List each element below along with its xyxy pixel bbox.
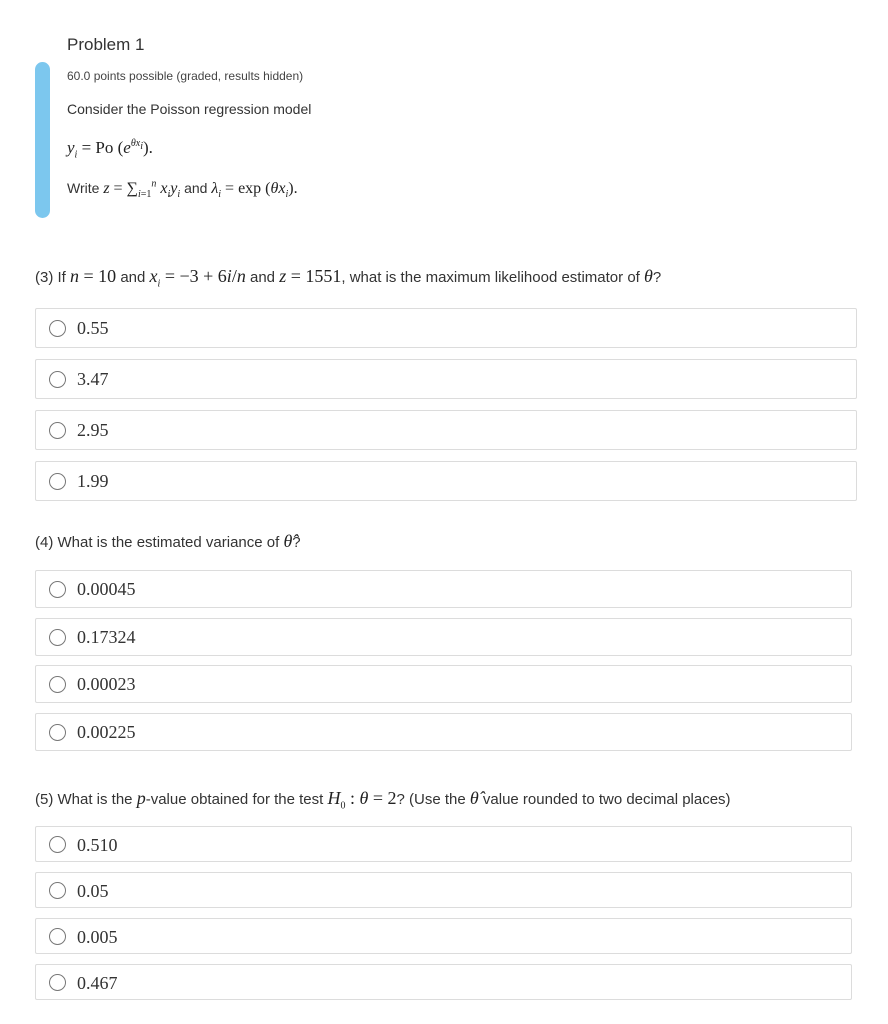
problem-accent-bar [35, 62, 50, 218]
problem-title: Problem 1 [67, 35, 145, 54]
q4-option-1[interactable] [35, 570, 852, 608]
option-label: 0.00023 [77, 674, 136, 694]
radio-button[interactable] [49, 473, 66, 490]
radio-button[interactable] [49, 974, 66, 991]
radio-button[interactable] [49, 581, 66, 598]
option-label: 2.95 [77, 420, 109, 440]
q5-theta-hat: θ̂ [469, 788, 479, 808]
model-equation: $y_i = Po$ $(e^{\theta x_i})$. [67, 138, 153, 161]
option-label: 0.00045 [77, 579, 136, 599]
option-label: 3.47 [77, 369, 109, 389]
q3-option-2[interactable] [35, 359, 857, 399]
z-definition: $z = \sum_{i=1}^n$ $x_iy_i$ [103, 178, 181, 201]
q5-option-1[interactable] [35, 826, 852, 862]
question-4-text: (4) What is the estimated variance of θ̂? [35, 531, 301, 551]
q3-z-value: z = 1551 [279, 266, 342, 286]
radio-button[interactable] [49, 676, 66, 693]
q3-prefix: (3) If [35, 269, 66, 286]
q5-suffix: value rounded to two decimal places) [482, 791, 731, 808]
q5-option-2[interactable] [35, 872, 852, 908]
question-3-text: (3) If n = 10 and $x_i = -3 + 6i/n$ and z = 1551, what is the maximum likelihood estimator of θ? [35, 266, 662, 290]
option-label: 0.55 [77, 318, 109, 338]
option-label: 0.00225 [77, 722, 136, 742]
q3-suffix: , what is the maximum likelihood estimator of [341, 269, 640, 286]
option-label: 0.005 [77, 927, 118, 947]
radio-button[interactable] [49, 320, 66, 337]
q3-and-2: and [250, 269, 276, 286]
radio-button[interactable] [49, 371, 66, 388]
q5-hypothesis: $H_0$ : θ = 2 [327, 788, 397, 812]
definition-line [67, 178, 298, 201]
points-info: 60.0 points possible (graded, results hidden) [67, 69, 304, 83]
q5-option-4[interactable] [35, 964, 852, 1000]
q3-x-formula: $x_i = -3 + 6i/n$ [149, 266, 246, 290]
q3-option-4[interactable] [35, 461, 857, 501]
and-word: and [184, 180, 208, 196]
q4-option-4[interactable] [35, 713, 852, 751]
option-label: 0.510 [77, 835, 118, 855]
q3-and-1: and [120, 269, 146, 286]
radio-button[interactable] [49, 928, 66, 945]
radio-button[interactable] [49, 422, 66, 439]
q5-option-3[interactable] [35, 918, 852, 954]
q4-option-3[interactable] [35, 665, 852, 703]
option-label: 0.17324 [77, 627, 136, 647]
q5-prefix: (5) What is the [35, 791, 133, 808]
option-label: 1.99 [77, 471, 109, 491]
q5-p: p [136, 788, 146, 808]
q3-option-1[interactable] [35, 308, 857, 348]
model-intro: Consider the Poisson regression model [67, 101, 312, 117]
radio-button[interactable] [49, 724, 66, 741]
lambda-definition: $\lambda_i = \exp (\theta x_i)$. [211, 180, 298, 201]
q3-n-value: n = 10 [70, 266, 117, 286]
radio-button[interactable] [49, 629, 66, 646]
problem-header [0, 0, 888, 230]
radio-button[interactable] [49, 882, 66, 899]
radio-button[interactable] [49, 836, 66, 853]
question-5-text [35, 788, 731, 812]
q5-use-the: ? (Use the [396, 791, 466, 808]
option-label: 0.05 [77, 881, 109, 901]
q5-p-suffix: -value obtained for the test [145, 791, 324, 808]
q4-option-2[interactable] [35, 618, 852, 656]
write-word: Write [67, 180, 100, 196]
q4-prefix: (4) What is the estimated variance of [35, 534, 280, 551]
q4-theta-hat: θ̂ [283, 531, 293, 551]
q3-option-3[interactable] [35, 410, 857, 450]
q3-theta: θ [644, 266, 653, 286]
option-label: 0.467 [77, 973, 118, 993]
